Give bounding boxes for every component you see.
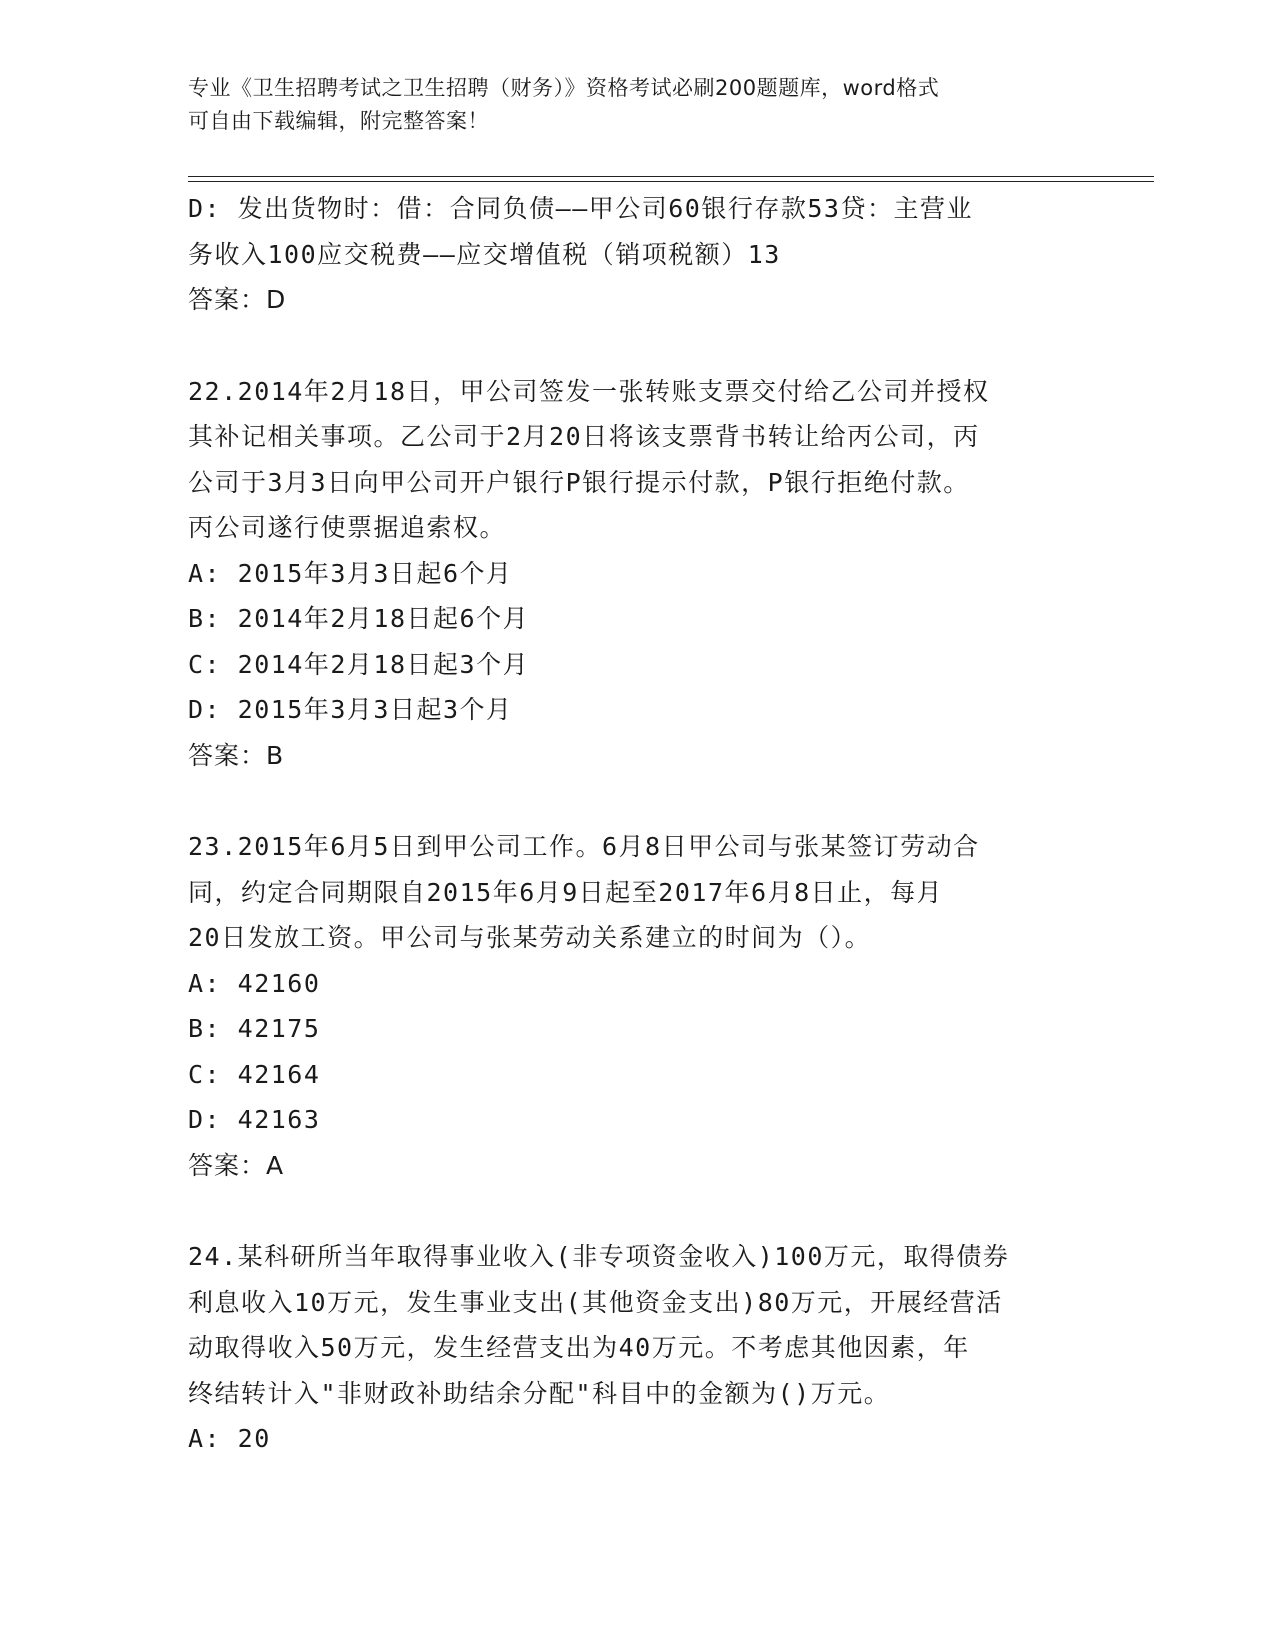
option-c: C: 42164 — [188, 1059, 321, 1089]
option-d: D: 2015年3月3日起3个月 — [188, 695, 513, 724]
document-body — [188, 186, 1088, 1462]
answer-text: 答案：D — [188, 285, 287, 314]
option-a: A: 42160 — [188, 968, 321, 998]
question-block — [188, 186, 1088, 323]
question-text: 22.2014年2月18日，甲公司签发一张转账支票交付给乙公司并授权 — [188, 376, 990, 406]
question-text: 终结转计入"非财政补助结余分配"科目中的金额为()万元。 — [188, 1378, 891, 1408]
header-title-line-2: 可自由下载编辑，附完整答案！ — [188, 109, 489, 133]
option-b: B: 42175 — [188, 1014, 321, 1043]
question-block-22 — [188, 369, 1088, 779]
question-text: 同，约定合同期限自2015年6月9日起至2017年6月8日止，每月 — [188, 877, 944, 907]
header-title-line-1: 专业《卫生招聘考试之卫生招聘（财务）》资格考试必刷200题题库，word格式 — [188, 76, 940, 100]
question-text: 其补记相关事项。乙公司于2月20日将该支票背书转让给丙公司，丙 — [188, 422, 980, 451]
header-divider-bottom — [188, 181, 1154, 182]
option-b: B: 2014年2月18日起6个月 — [188, 604, 530, 633]
header-divider-top — [188, 176, 1154, 177]
option-d: D: 42163 — [188, 1105, 321, 1134]
question-text: 23.2015年6月5日到甲公司工作。6月8日甲公司与张某签订劳动合 — [188, 832, 980, 861]
question-block-24 — [188, 1234, 1088, 1462]
answer-text: 答案：B — [188, 740, 285, 770]
option-a: A: 2015年3月3日起6个月 — [188, 558, 513, 588]
option-d-text: D: 发出货物时：借：合同负债——甲公司60银行存款53贷：主营业 — [188, 194, 973, 223]
option-d-text-continued: 务收入100应交税费——应交增值税（销项税额）13 — [188, 239, 781, 269]
question-text: 24.某科研所当年取得事业收入(非专项资金收入)100万元，取得债券 — [188, 1242, 1010, 1271]
question-text: 丙公司遂行使票据追索权。 — [188, 513, 507, 542]
question-block-23 — [188, 824, 1088, 1188]
question-text: 20日发放工资。甲公司与张某劳动关系建立的时间为（）。 — [188, 923, 872, 952]
option-c: C: 2014年2月18日起3个月 — [188, 649, 530, 679]
question-text: 动取得收入50万元，发生经营支出为40万元。不考虑其他因素，年 — [188, 1333, 970, 1362]
option-a: A: 20 — [188, 1424, 271, 1453]
question-text: 利息收入10万元，发生事业支出(其他资金支出)80万元，开展经营活 — [188, 1287, 1003, 1317]
answer-text: 答案：A — [188, 1150, 285, 1180]
question-text: 公司于3月3日向甲公司开户银行P银行提示付款，P银行拒绝付款。 — [188, 467, 970, 497]
document-header — [188, 72, 1088, 138]
